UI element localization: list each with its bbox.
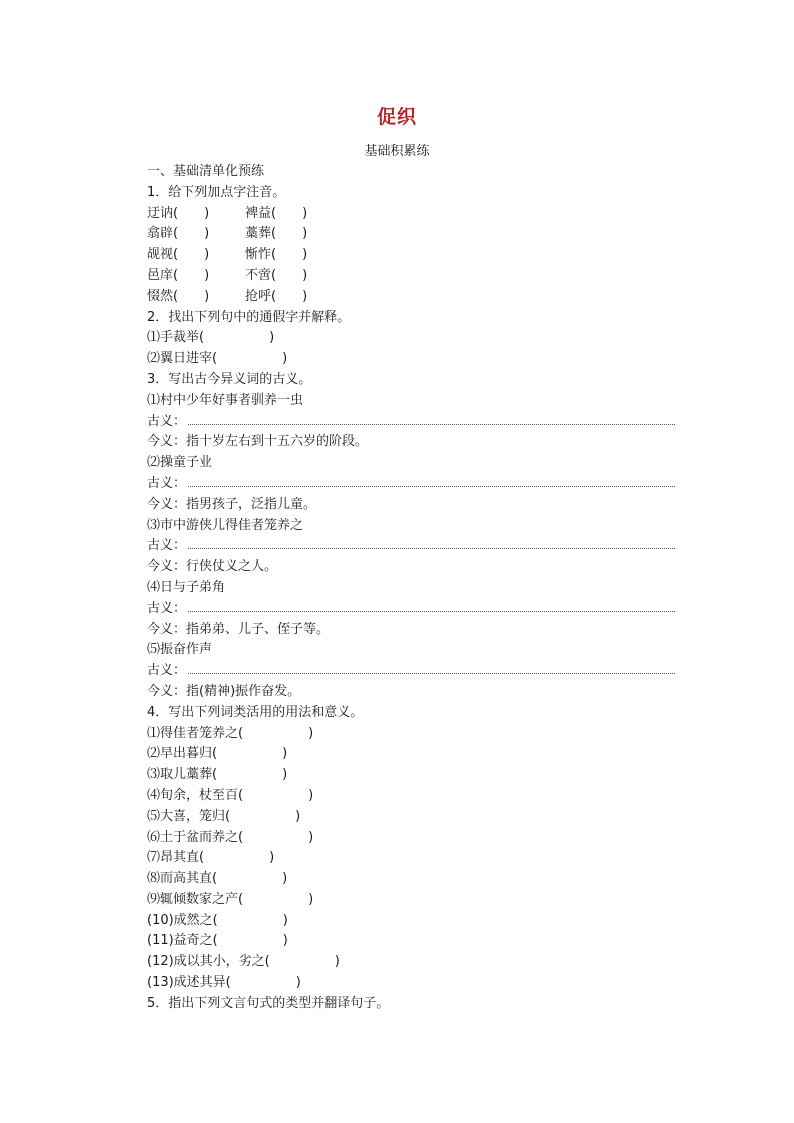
answer-blank[interactable] (188, 661, 675, 674)
pinyin-row (147, 245, 675, 266)
pinyin-row (147, 204, 675, 225)
ancient-meaning-line (147, 474, 675, 495)
question-2-item: ⑴手裁举( ) (147, 330, 275, 346)
ancient-meaning-label: 古义： (147, 475, 187, 491)
pinyin-item: 觇视( ) (147, 247, 210, 263)
question-3-sentence: ⑵操童子业 (147, 455, 213, 471)
question-4-item: ⑻而高其直( ) (147, 871, 288, 887)
ancient-meaning-label: 古义： (147, 663, 187, 679)
question-4-item: ⑵早出暮归( ) (147, 746, 288, 762)
answer-blank[interactable] (188, 599, 675, 612)
ancient-meaning-line (147, 536, 675, 557)
answer-blank[interactable] (188, 474, 675, 487)
question-4-item: ⑼辄倾数家之产( ) (147, 891, 314, 907)
pinyin-row (147, 266, 675, 287)
ancient-meaning-label: 古义： (147, 600, 187, 616)
section-heading: 一、基础清单化预练 (147, 164, 265, 179)
pinyin-item: 不啻( ) (245, 267, 308, 283)
page-subtitle: 基础积累练 (364, 144, 430, 159)
modern-meaning: 今义：指十岁左右到十五六岁的阶段。 (147, 434, 369, 450)
question-5-heading: 5．指出下列文言句式的类型并翻译句子。 (147, 995, 390, 1011)
question-4-item: ⑺昂其直( ) (147, 850, 275, 866)
question-3-sentence: ⑸振奋作声 (147, 642, 213, 658)
ancient-meaning-line (147, 412, 675, 433)
question-4-item: ⑶取儿藁葬( ) (147, 767, 288, 783)
question-4-item: (13)成述其异( ) (147, 975, 301, 991)
pinyin-item: 翕辟( ) (147, 226, 210, 242)
modern-meaning: 今义：指(精神)振作奋发。 (147, 683, 301, 699)
exercise-content (147, 162, 675, 1015)
pinyin-item: 裨益( ) (245, 205, 308, 221)
question-2-item: ⑵翼日进宰( ) (147, 351, 288, 367)
question-4-heading: 4．写出下列词类活用的用法和意义。 (147, 704, 364, 720)
page-title: 促织 (376, 106, 417, 128)
pinyin-row (147, 224, 675, 245)
question-4-item: (12)成以其小，劣之( ) (147, 954, 340, 970)
question-3-sentence: ⑴村中少年好事者驯养一虫 (147, 392, 304, 408)
question-4-item: ⑸大喜，笼归( ) (147, 808, 301, 824)
modern-meaning: 今义：指弟弟、儿子、侄子等。 (147, 621, 330, 637)
pinyin-item: 惭怍( ) (245, 247, 308, 263)
question-3-sentence: ⑷日与子弟角 (147, 579, 226, 595)
ancient-meaning-label: 古义： (147, 538, 187, 554)
question-2-heading: 2．找出下列句中的通假字并解释。 (147, 309, 351, 325)
question-4-item: (11)益奇之( ) (147, 933, 288, 949)
question-4-item: ⑴得佳者笼养之( ) (147, 725, 314, 741)
pinyin-row (147, 287, 675, 308)
question-4-item: ⑷旬余，杖至百( ) (147, 787, 314, 803)
question-4-item: ⑹土于盆而养之( ) (147, 829, 314, 845)
pinyin-item: 迂讷( ) (147, 205, 210, 221)
pinyin-item: 抢呼( ) (245, 288, 308, 304)
ancient-meaning-line (147, 599, 675, 620)
answer-blank[interactable] (188, 536, 675, 549)
question-4-item: (10)成然之( ) (147, 912, 288, 928)
pinyin-item: 藁葬( ) (245, 226, 308, 242)
question-3-heading: 3．写出古今异义词的古义。 (147, 371, 312, 387)
ancient-meaning-line (147, 661, 675, 682)
ancient-meaning-label: 古义： (147, 413, 187, 429)
pinyin-item: 惙然( ) (147, 288, 210, 304)
modern-meaning: 今义：指男孩子，泛指儿童。 (147, 496, 317, 512)
question-3-sentence: ⑶市中游侠儿得佳者笼养之 (147, 517, 304, 533)
pinyin-item: 邑庠( ) (147, 267, 210, 283)
answer-blank[interactable] (188, 412, 675, 425)
question-1-heading: 1．给下列加点字注音。 (147, 184, 286, 200)
modern-meaning: 今义：行侠仗义之人。 (147, 559, 278, 575)
